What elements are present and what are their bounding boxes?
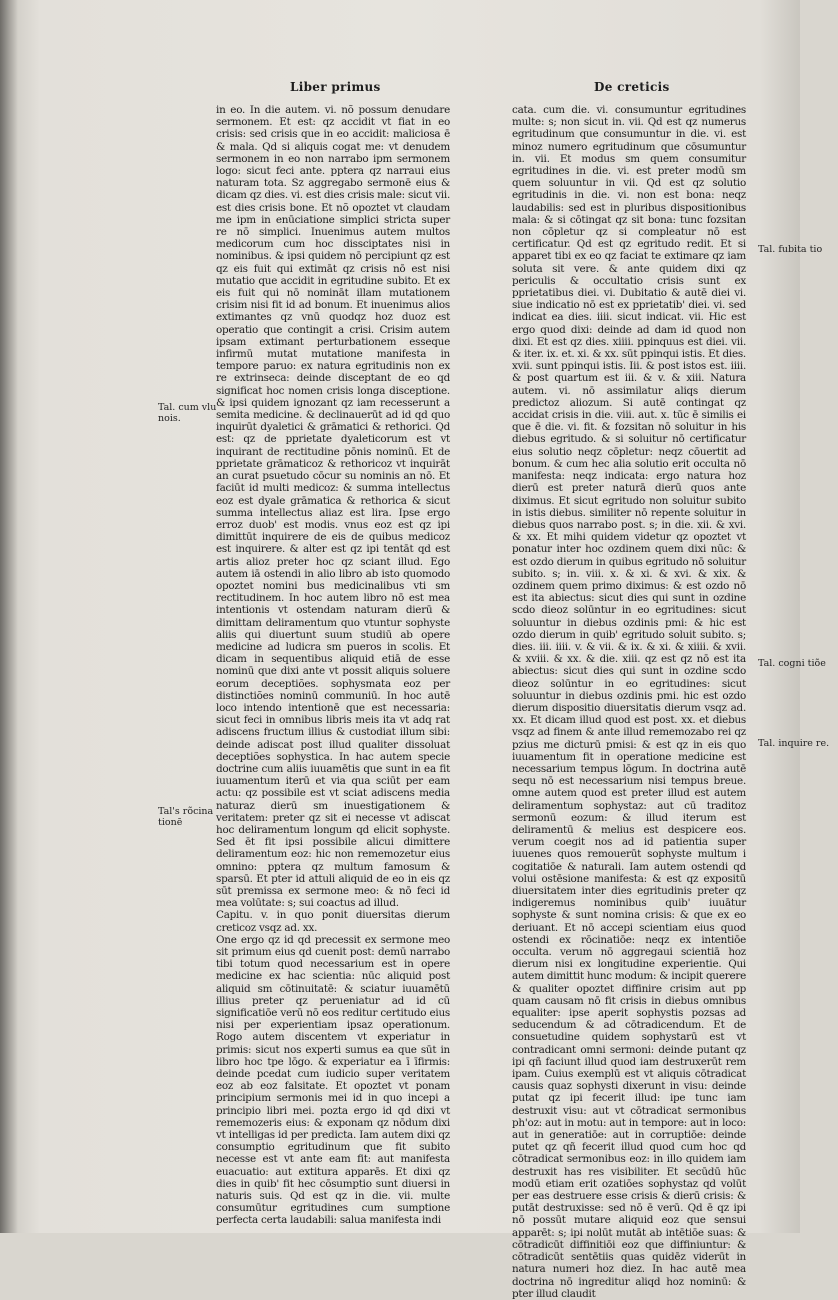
left-paragraph-1: in eo. In die autem. vi. nõ possum denudare sermonem. Et est: qz accidit vt fiat in eo crisis: sed crisis que in eo accidit: maliciosa ē & mala. Qd si aliquis cogat me: vt denudem sermonem in eo non narrabo ipm sermonem logo: sicut feci ante. pptera qz narraui eius naturam tota. Sz aggregabo sermonē eius & dicam qz dies. vi. est dies crisis male: sicut vii. est dies crisis bone. Et nõ opoztet vt claudam me ipm in enūciatione simplici stricta super re nō simplici. Inuenimus autem multos medicorum cum hoc dissciptates nisi in nominibus. & ipsi quidem nō percipiunt qz est qz eis fuit qui extimāt qz crisis nō est nisi mutatio que accidit in egritudine subito. Et ex eis fuit qui nō nomināt illam mutationem crisim nisi fit id ad bonum. Et inuenimus alios extimantes qz vnū quodqz hoz duoz est operatio que contingit a crisi. Crisim autem ipsam extimant perturbationem esseque infirmū mutat mutatione manifesta in tempore paruo: ex natura egritudinis non ex re extrinseca: deinde disceptant de eo qd significat hoc nomen crisis longa disceptione. & ipsi quidem ignozant qz iam recesserunt a semita medicine. & declinauerūt ad id qd quo inquirūt dyaletici & grāmatici & rethorici. Qd est: qz de pprietate dyaleticorum est vt inquirant de rectitudine pōnis nominū. Et de pprietate grāmaticoz & rethoricoz vt inquirāt an curat psuetudo cōcur su nominis an nō. Et faciūt id multi medicoz: & summa intellectus eoz est dyale grāmatica & rethorica & sicut summa intellectus aliaz est lira. Ipse ergo erroz duob' est modis. vnus eoz est qz ipi dimittūt inquirere de eis de quibus medicoz est inquirere. & alter est qz ipi tentāt qd est artis alioz preter hoc qz sciant illud. Ego autem iā ostendi in alio libro ab isto quomodo opoztet nomini bus medicinalibus vti sm rectitudinem. In hoc autem libro nō est mea intentionis vt ostendam naturam dierū & dimittam deliramentum quo vtuntur sophyste aliis qui diuertunt suum studiū ab opere medicine ad ludicra sm pueros in scolis. Et dicam in sequentibus aliquid etiā de esse nominū que dixi ante vt possit aliquis soluere eorum deceptiões. sophysmata eoz per distinctiões nominū communiū. In hoc autē loco intendo intentionē que est necessaria: sicut feci in omnibus libris meis ita vt adq rat adiscens fructum illius & custodiat illum sibi: deinde adiscat post illud qualiter dissoluat deceptiões sophystica. In hac autem specie doctrine cum aliis iuuamētis que sunt in ea fit iuuamentum iterū et via qua sciūt per eam actu: qz possibile est vt sciat adiscens media naturaz dierū sm inuestigationem & veritatem: preter qz sit ei necesse vt adiscat hoc deliramentum longum qd elicit sophyste. Sed ēt fit ipsi possibile alicui dimittere deliramentum eoz: hic non rememozetur eius omnino: pptera qz multum famosum & sparsū. Et pter id attuli aliquid de eo in eis qz sūt premissa ex sermone meo: & nō feci id mea volūtate: s; sui coactus ad illud.	[216, 104, 450, 910]
text-column-left	[216, 104, 450, 1227]
left-paragraph-2: One ergo qz id qd precessit ex sermone meo sit primum eius qd cuenit post: demū narrabo tibi totum quod necessarium est in opere medicine ex hac scientia: nūc aliquid post aliquid sm cōtinuitatē: & sciatur iuuamētū illius preter qz perueniatur ad id cū significatiōe verū nō eos reditur certitudo eius nisi per experientiam ipsaz operationum. Rogo autem discentem vt experiatur in primis: sicut nos experti sumus ea que sūt in libro hoc tpe lōgo. & experiatur ea ī īfirmis: deinde pcedat cum iudicio super veritatem eoz ab eoz falsitate. Et opoztet vt ponam principium sermonis mei id in quo incepi a principio libri mei. pozta ergo id qd dixi vt rememozeris eius: & exponam qz nōdum dixi vt intelligas id per predicta. Iam autem dixi qz consumptio egritudinum que fit subito necesse est vt ante eam fit: aut manifesta euacuatio: aut extitura apparēs. Et dixi qz dies in quib' fit hec cōsumptio sunt diuersi in naturis suis. Qd est qz in die. vii. multe consumūtur egritudines cum sumptione perfecta certa laudabili: salua manifesta indi	[216, 933, 450, 1227]
right-paragraph-1: cata. cum die. vi. consumuntur egritudines multe: s; non sicut in. vii. Qd est qz numerus egritudinum que consumuntur in die. vi. est minoz numero egritudinum que cōsumuntur in. vii. Et modus sm quem consumitur egritudines in die. vi. est preter modū sm quem soluuntur in vii. Qd est qz solutio egritudinis in die. vi. non est bona: neqz laudabilis: sed est in pluribus dispositionibus mala: & si cōtingat qz sit bona: tunc fozsitan non cōpletur qz si compleatur nō est certificatur. Qd est qz egritudo redit. Et si apparet tibi ex eo qz faciat te extimare qz iam soluta sit vere. & ante quidem dixi qz periculis & occultatio crisis sunt ex pprietatibus diei. vi. Dubitatio & autē diei vi. siue indicatio nō est ex pprietatib' diei. vi. sed indicat ea dies. iiii. sicut indicat. vii. Hic est ergo quod dixi: deinde ad dam id quod non dixi. Et est qz dies. xiiii. ppinquus est diei. vii. & iter. ix. et. xi. & xx. sūt ppinqui istis. Et dies. xvii. sunt ppinqui istis. Iii. & post istos est. iiii. & post quartum est iii. & v. & xiii. Natura autem. vi. nō assimilatur aliqs dierum predictoz aliozum. Si autē contingat qz accidat crisis in die. viii. aut. x. tūc ē similis ei que ē die. vi. fit. & fozsitan nō soluitur in his diebus egritudo. & si soluitur nō certificatur eius solutio neqz cōpletur: neqz cōuertit ad bonum. & cum hec alia solutio erit occulta nō manifesta: neqz indicata: ergo natura hoz dierū est preter naturā dierū quos ante diximus. Et sicut egritudo non soluitur subito in istis diebus. similiter nō repente soluitur in diebus quos narrabo post. s; in die. xii. & xvi. & xx. Et mihi quidem videtur qz opoztet vt ponatur inter hoc ozdinem quem dixi nūc: & est ozdo dierum in quibus egritudo nō soluitur subito. s; in. viii. x. & xi. & xvi. & xix. & ozdinem quem primo diximus: & est ozdo nō est ita abiectus: sicut dies qui sunt in ozdine scdo dieoz solūntur in eo egritudines: sicut soluuntur in diebus ozdinis pmi: & hic est ozdo dierum in quib' egritudo soluit subito. s; dies. iii. iiii. v. & vii. & ix. & xi. & xiiii. & xvii. & xviii. & xx. & die. xiii. qz est qz nō est ita abiectus: sicut dies qui sunt in ozdine scdo dieoz solūntur in eo egritudines: sicut soluuntur in diebus ozdinis pmi. hic est ozdo dierum dispositio diuersitatis dierum vsqz ad. xx. Et dicam illud quod est post. xx. et diebus vsqz ad finem & ante illud rememozabo rei qz pzius me dicturū pmisi: & est qz in eis quo iuuamentum fit in operatione medicine est necessarium tempus lōgum. In doctrina autē sequ nō est necessarium nisi tempus breue. omne autem quod est preter illud est autem deliramentum sophystaz: aut cū traditoz sermonū eozum: & illud iterum est deliramentū & melius est despicere eos. verum coegit nos ad id patientia super iuuenes quos remouerūt sophyste multum i cogitatiōe & naturali. Iam autem ostendi qd volui ostēsione manifesta: & est qz expositū diuersitatem inter dies egritudinis preter qz indigeremus nominibus quib' iuuātur sophyste & sunt nomina crisis: & que ex eo deriuant. Et nō accepi scientiam eius quod ostendi ex rōcinatiōe: neqz ex intentiōe occulta. verum nō aggregaui scientiā hoz dierum nisi ex longitudine experientie. Qui autem dimittit hunc modum: & incipit querere & qualiter opoztet diffinire crisim aut pp quam causam nō fit crisis in diebus omnibus equaliter: ipse aperit sophystis pozsas ad seducendum & ad cōtradicendum. Et de consuetudine quidem sophystarū est vt contradicant omni sermoni: deinde putant qz ipi qñ faciunt illud quod iam destruxerūt rem ipam. Cuius exemplū est vt aliquis cōtradicat causis quaz sophysti dixerunt in visu: deinde putat qz ipi fecerit illud: ipe tunc iam destruxit visu: aut vt cōtradicat sermonibus ph'oz: aut in motu: aut in tempore: aut in loco: aut in generatiōe: aut in corruptiōe: deinde putet qz qñ fecerit illud quod cum hoc qd cōtradicat sermonibus eoz: in illo quidem iam destruxit has res visibiliter. Et secūdū hūc modū etiam erit ozatiōes sophystaz qd volūt per eas destruere esse crisis & dierū crisis: & putāt destruxisse: sed nō ē verū. Qd ē qz ipi nō possūt mutare aliquid eoz que sensui apparēt: s; ipi nolūt mutāt ab intētiōe suas: & cōtradicūt diffinitiōi eoz que diffiniuntur: & cōtradicūt sentētiis quas quidēz viderūt in natura numeri hoz diez. In hac autē mea doctrina nō ingreditur aliqd hoz nominū: & pter illud claudit	[512, 104, 746, 1300]
marginal-note-left-2: Tal's rõcina tionē	[158, 806, 214, 828]
marginal-note-left-1: Tal. cum vlu nois.	[158, 402, 217, 424]
marginal-note-right-3: Tal. inquire re.	[758, 738, 830, 749]
running-header-right: De creticis	[594, 80, 670, 94]
marginal-note-right-1: Tal. fubita tio	[758, 244, 823, 255]
text-column-right	[512, 104, 746, 1300]
gutter-shadow	[0, 0, 18, 1233]
running-header-left: Liber primus	[290, 80, 381, 94]
marginal-note-right-2: Tal. cogni tiõe	[758, 658, 826, 669]
chapter-heading: Capitu. v. in quo ponit diuersitas dierum creticoz vsqz ad. xx.	[216, 909, 450, 934]
